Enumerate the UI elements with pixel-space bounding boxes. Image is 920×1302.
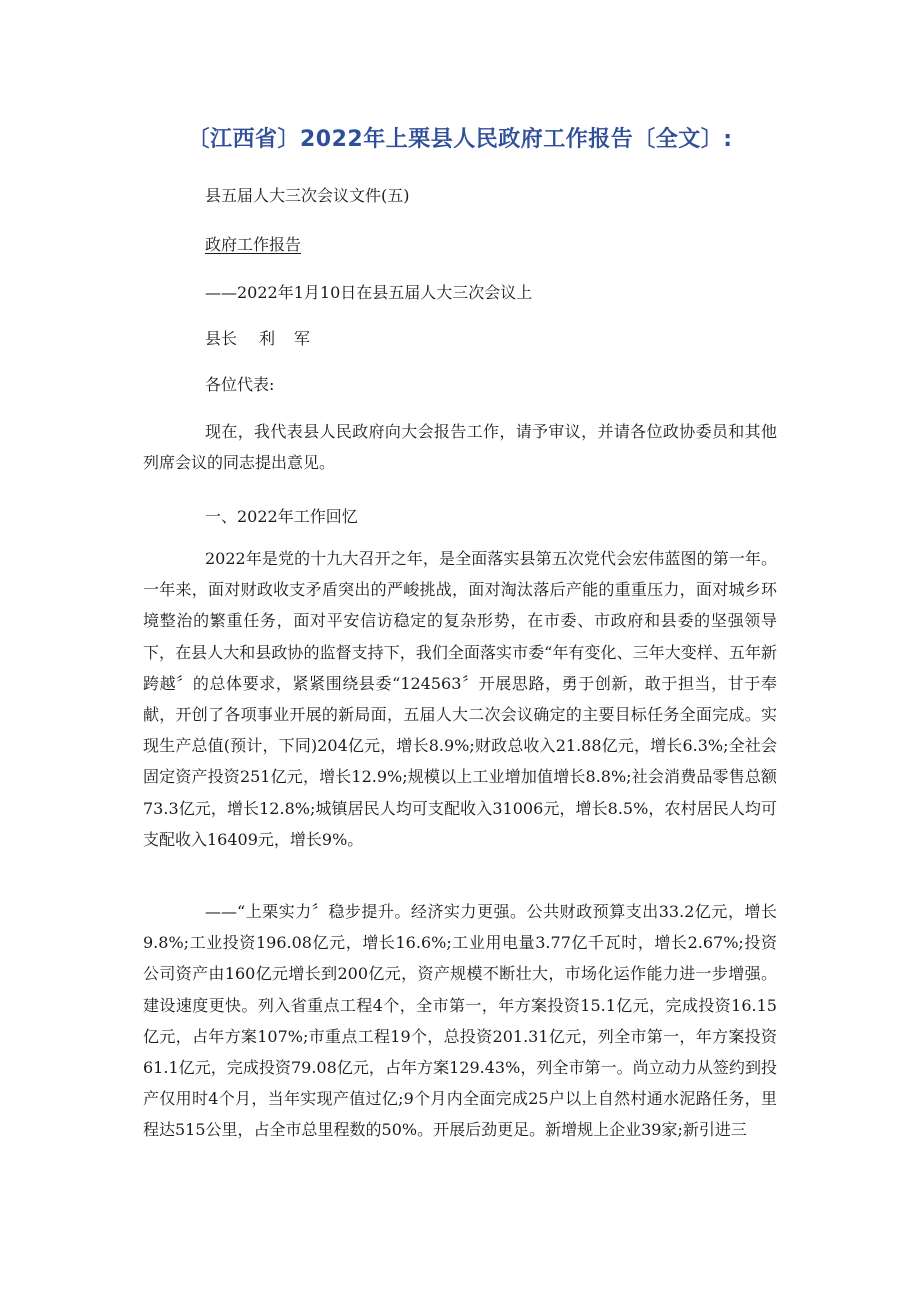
document-title: 〔江西省〕2022年上栗县人民政府工作报告〔全文〕: [187,127,733,152]
speaker-line [205,327,310,351]
body-paragraph-1: 2022年是党的十九大召开之年，是全面落实县第五次党代会宏伟蓝图的第一年。一年来，面对财政收支矛盾突出的严峻挑战，面对淘汰落后产能的重重压力，面对城乡环境整治的繁重任务，面对平安信访稳定的复杂形势，在市委、市政府和县委的坚强领导下，在县人大和县政协的监督支持下，我们全面落实市委“年有变化、三年大变样、五年新跨越〞的总体要求，紧紧围绕县委“124563〞开展思路，勇于创新，敢于担当，甘于奉献，开创了各项事业开展的新局面，五届人大二次会议确定的主要目标任务全面完成。实现生产总值(预计，下同)204亿元，增长8.9%;财政总收入21.88亿元，增长6.3%;全社会固定资产投资251亿元，增长12.9%;规模以上工业增加值增长8.8%;社会消费品零售总额73.3亿元，增长12.8%;城镇居民人均可支配收入31006元，增长8.5%，农村居民人均可支配收入16409元，增长9%。 [143,549,777,849]
report-title: 政府工作报告 [205,235,302,254]
body-paragraph-2: ——“上栗实力〞稳步提升。经济实力更强。公共财政预算支出33.2亿元，增长9.8%;工业投资196.08亿元，增长16.6%;工业用电量3.77亿千瓦时，增长2.67%;投资公司资产由160亿元增长到200亿元，资产规模不断壮大，市场化运作能力进一步增强。建设速度更快。列入省重点工程4个，全市第一，年方案投资15.1亿元，完成投资16.15亿元，占年方案107%;市重点工程19个，总投资201.31亿元，列全市第一，年方案投资61.1亿元，完成投资79.08亿元，占年方案129.43%，列全市第一。尚立动力从签约到投产仅用时4个月，当年实现产值过亿;9个月内全面完成25户以上自然村通水泥路任务，里程达515公里，占全市总里程数的50%。开展后劲更足。新增规上企业39家;新引进三 [143,902,777,1140]
speaker-name-first: 利 [259,329,276,348]
speaker-name-second: 军 [294,329,311,348]
intro-paragraph: 现在，我代表县人民政府向大会报告工作，请予审议，并请各位政协委员和其他列席会议的同志提出意见。 [143,422,777,473]
salutation: 各位代表: [205,375,275,394]
meeting-file-label: 县五届人大三次会议文件(五) [205,186,410,205]
date-line: ——2022年1月10日在县五届人大三次会议上 [205,283,533,302]
speaker-role: 县长 [205,329,238,348]
section-heading: 一、2022年工作回忆 [205,507,358,526]
